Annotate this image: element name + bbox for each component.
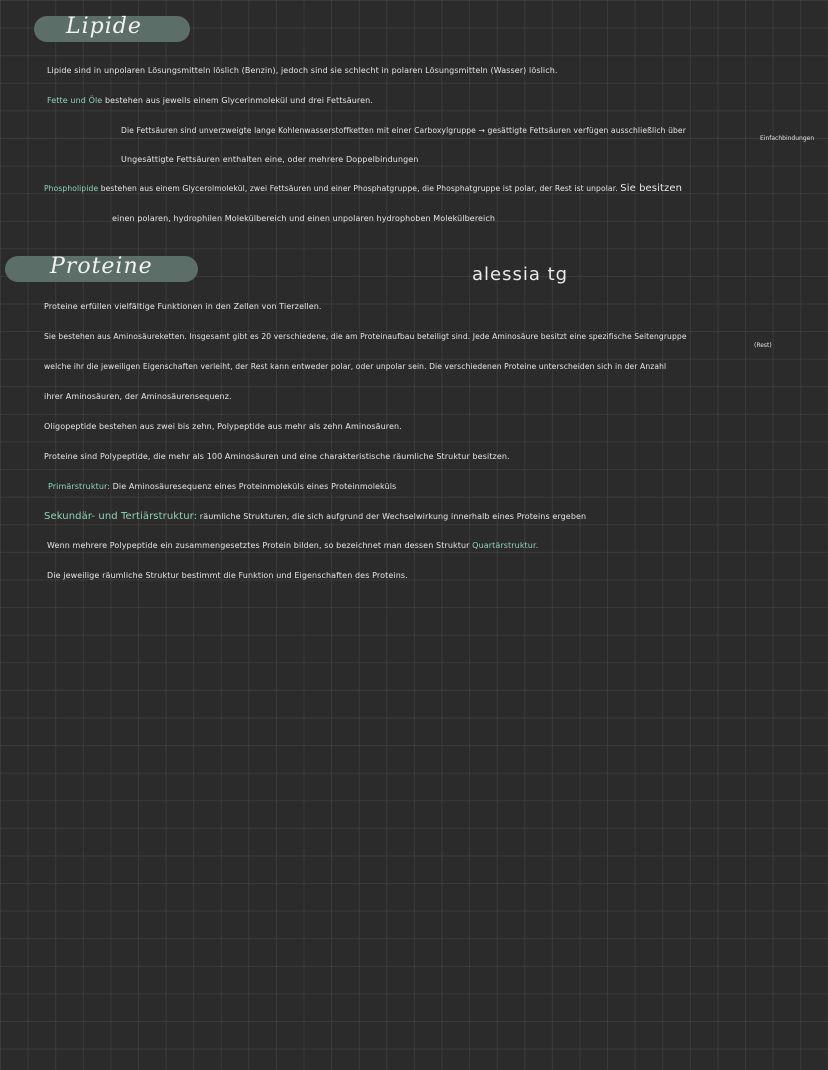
proteine-p1: Proteine erfüllen vielfältige Funktionen in den Zellen von Tierzellen. <box>44 302 322 311</box>
proteine-p2-note: (Rest) <box>754 342 772 349</box>
phospho-term: Phospholipide <box>44 184 99 193</box>
lipide-intro: Lipide sind in unpolaren Lösungsmitteln löslich (Benzin), jedoch sind sie schlecht in polaren Lösungsmitteln (Wasser) löslich. <box>47 66 558 75</box>
primaer-line <box>48 482 396 492</box>
sekundaer-term: Sekundär- und Tertiärstruktur: <box>44 511 198 522</box>
phospho-big: Sie besitzen <box>620 183 683 194</box>
proteine-p4: ihrer Aminosäuren, der Aminosäurensequenz. <box>44 392 232 401</box>
primaer-text: Die Aminosäuresequenz eines Proteinmoleküls eines Proteinmoleküls <box>110 482 397 491</box>
phospho-line-2: einen polaren, hydrophilen Molekülbereich und einen unpolaren hydrophoben Molekülbereich <box>112 214 496 223</box>
phospho-text: bestehen aus einem Glycerolmolekül, zwei Fettsäuren und einer Phosphatgruppe, die Phosphatgruppe ist polar, der Rest ist unpolar. <box>98 184 618 193</box>
sekundaer-text: räumliche Strukturen, die sich aufgrund der Wechselwirkung innerhalb eines Proteins ergeben <box>197 512 587 521</box>
primaer-term: Primärstruktur: <box>48 482 111 491</box>
final-line: Die jeweilige räumliche Struktur bestimmt die Funktion und Eigenschaften des Proteins. <box>47 571 408 580</box>
fettsaeuren-line: Die Fettsäuren sind unverzweigte lange Kohlenwasserstoffketten mit einer Carboxylgruppe → gesättigte Fettsäuren verfügen ausschließlich über <box>121 126 686 135</box>
signature: alessia tg <box>472 264 569 285</box>
ungesaettigt-line: Ungesättigte Fettsäuren enthalten eine, oder mehrere Doppelbindungen <box>121 155 419 164</box>
sekundaer-line <box>44 512 586 522</box>
quartaer-term: Quartärstruktur. <box>472 541 539 550</box>
quartaer-text: Wenn mehrere Polypeptide ein zusammengesetztes Protein bilden, so bezeichnet man dessen Struktur <box>47 541 473 550</box>
proteine-p6: Proteine sind Polypeptide, die mehr als 100 Aminosäuren und eine charakteristische räumliche Struktur besitzen. <box>44 452 510 461</box>
fette-line <box>47 96 373 106</box>
proteine-p3: welche ihr die jeweiligen Eigenschaften verleiht, der Rest kann entweder polar, oder unpolar sein. Die verschiedenen Proteine unterscheiden sich in der Anzahl <box>44 362 667 371</box>
fette-term: Fette und Öle <box>47 96 103 105</box>
proteine-p5: Oligopeptide bestehen aus zwei bis zehn, Polypeptide aus mehr als zehn Aminosäuren. <box>44 422 402 431</box>
phospho-line <box>44 184 682 194</box>
proteine-heading: Proteine <box>50 254 153 279</box>
fette-text: bestehen aus jeweils einem Glycerinmolekül und drei Fettsäuren. <box>102 96 373 105</box>
proteine-p2: Sie bestehen aus Aminosäureketten. Insgesamt gibt es 20 verschiedene, die am Proteinaufbau beteiligt sind. Jede Aminosäure besitzt eine spezifische Seitengruppe <box>44 332 687 341</box>
quartaer-line <box>47 541 538 551</box>
fettsaeuren-cont: Einfachbindungen <box>760 135 815 142</box>
lipide-heading: Lipide <box>66 14 142 39</box>
